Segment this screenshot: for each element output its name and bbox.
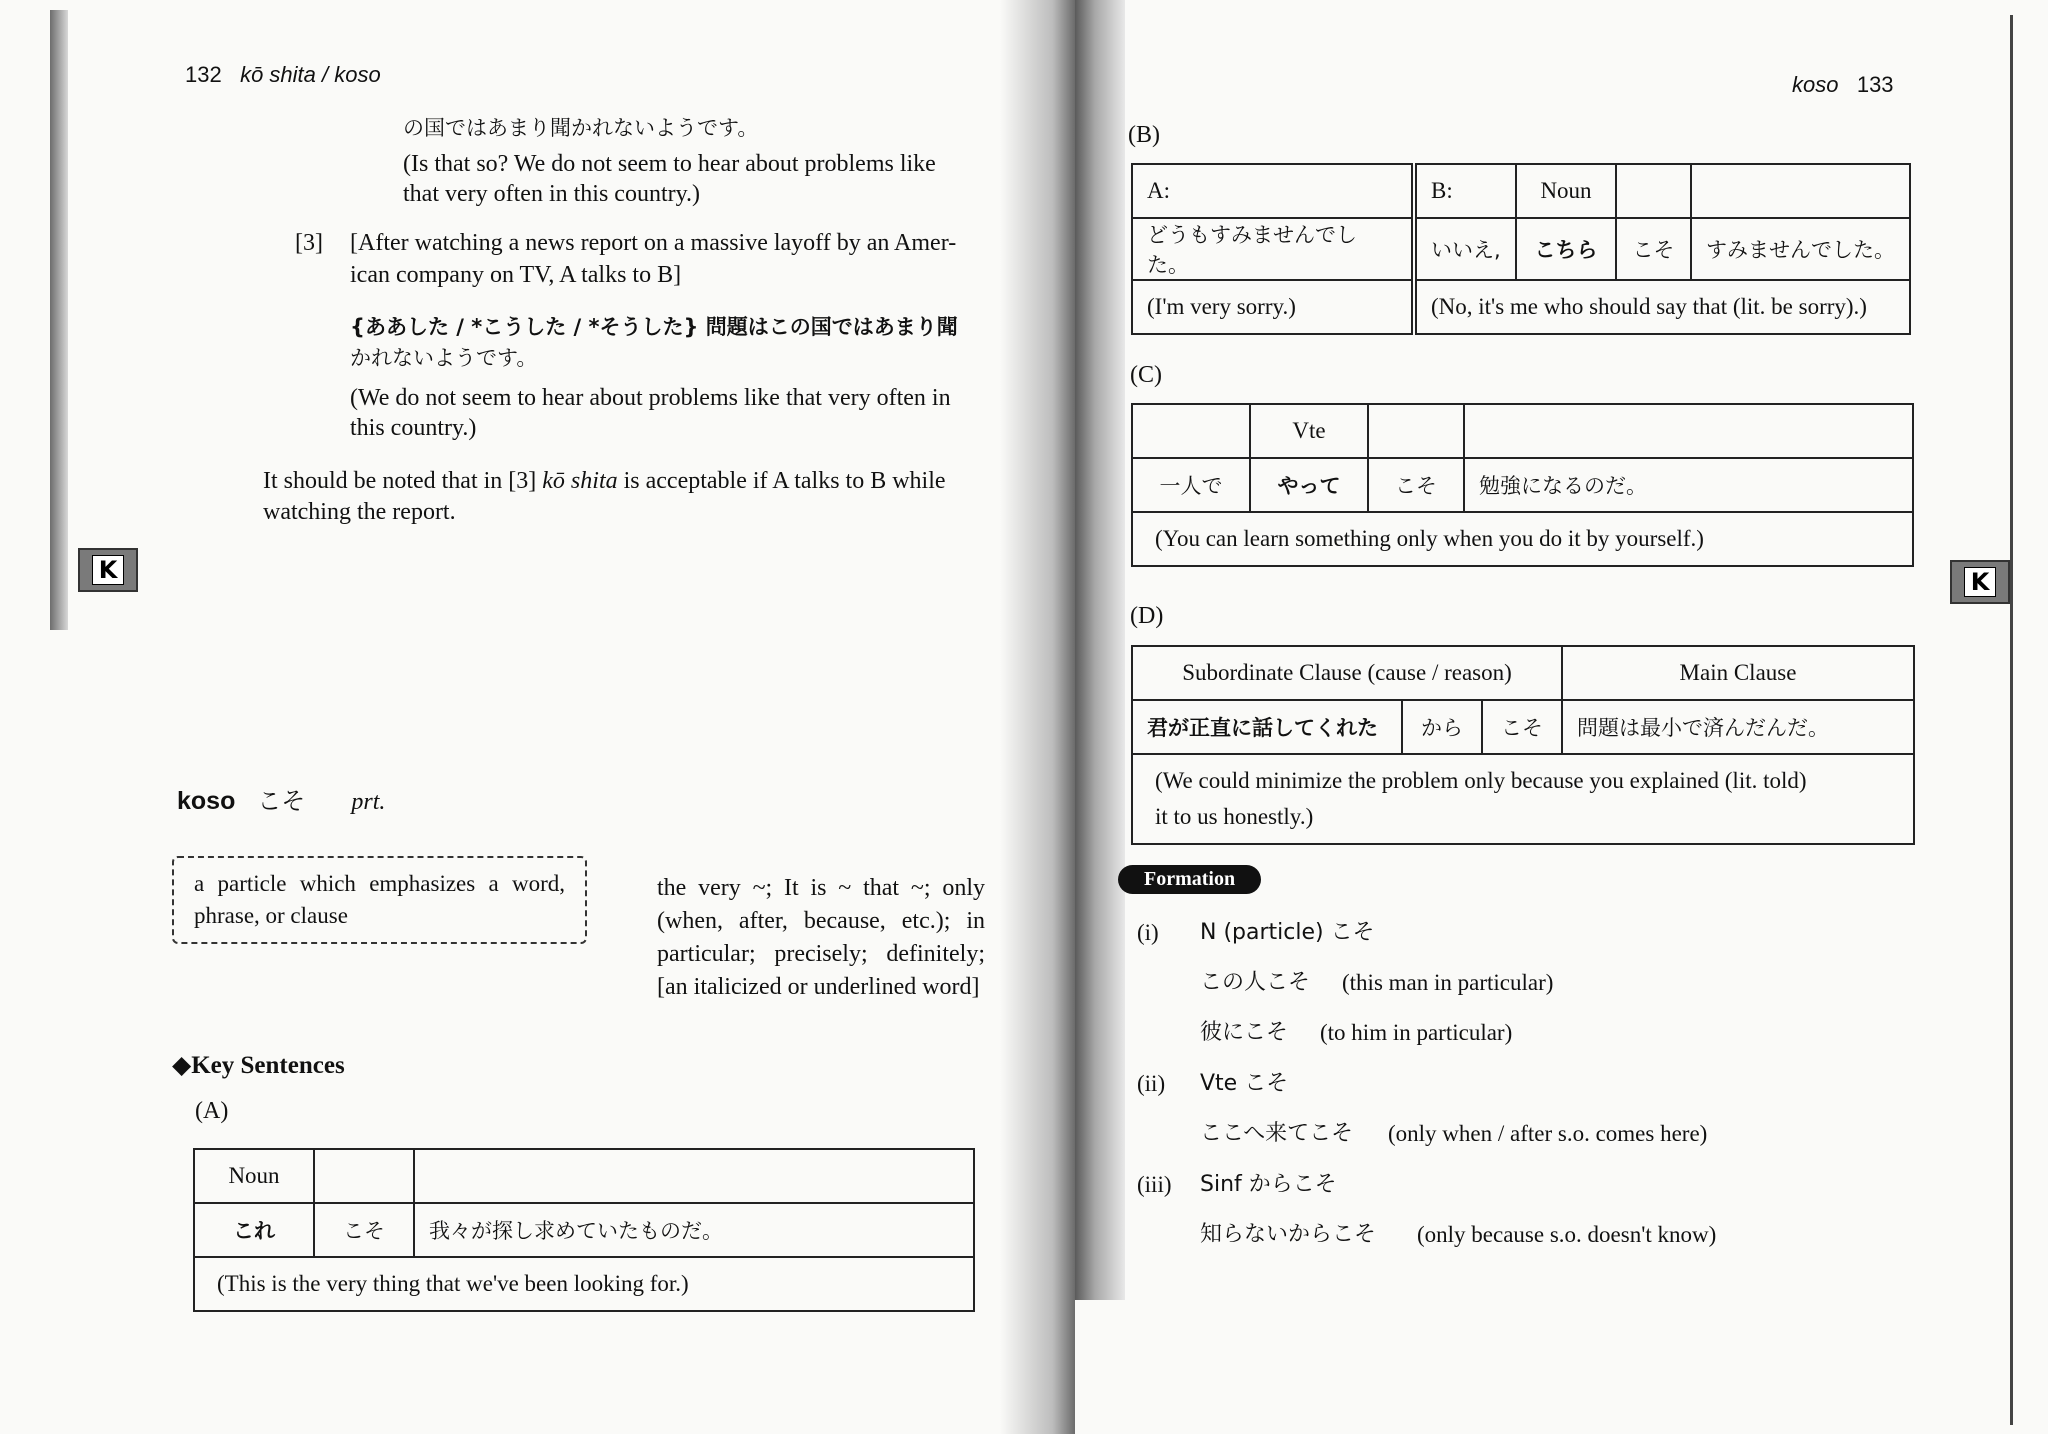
continuation-en-1: (Is that so? We do not seem to hear about problems like [403, 151, 936, 177]
c-cell-vte: やって [1250, 458, 1368, 512]
example-context-2: ican company on TV, A talks to B] [350, 262, 682, 288]
label-a: (A) [195, 1098, 229, 1124]
formation-i-num: (i) [1137, 920, 1159, 945]
c-header-blank [1132, 404, 1250, 458]
key-sentence-d-table [1131, 645, 1915, 845]
a-header-blank [314, 1149, 414, 1203]
note-italic: kō shita [542, 468, 618, 494]
d-cell-main: 問題は最小で済んだんだ。 [1562, 700, 1914, 754]
example-number: [3] [295, 230, 323, 256]
b-header-noun: Noun [1516, 164, 1616, 218]
b-cell-noun: こちら [1516, 218, 1616, 280]
d-translation-2: it to us honestly.) [1155, 804, 1314, 829]
d-translation-1: (We could minimize the problem only because you explained (lit. told) [1155, 768, 1807, 793]
formation-i-example-2-jp: 彼にこそ [1200, 1020, 1289, 1045]
continuation-jp: の国ではあまり聞かれないようです。 [403, 116, 759, 140]
c-cell-hitoride: 一人で [1132, 458, 1250, 512]
continuation-en-2: that very often in this country.) [403, 181, 701, 207]
translations: the very ~; It is ~ that ~; only (when, after, because, etc.); in particular; precisely; definitely; [an italicized or underlined word] [657, 875, 985, 1000]
example-context-1: [After watching a news report on a massive layoff by an Amer- [350, 230, 957, 256]
d-cell-kara: から [1402, 700, 1482, 754]
formation-i-example-2-en: (to him in particular) [1320, 1020, 1513, 1045]
c-header-blank-3 [1464, 404, 1913, 458]
label-b: (B) [1128, 122, 1160, 148]
right-running-header [1792, 72, 1894, 98]
note-post: is acceptable if A talks to B while [617, 468, 946, 494]
d-header-subordinate: Subordinate Clause (cause / reason) [1132, 646, 1562, 700]
a-cell-koso: こそ [314, 1203, 414, 1257]
formation-iii-example-1-en: (only because s.o. doesn't know) [1417, 1222, 1717, 1247]
c-cell-predicate: 勉強になるのだ。 [1464, 458, 1913, 512]
b-translation-b: (No, it's me who should say that (lit. be sorry).) [1414, 280, 1910, 334]
formation-ii-pattern: Vte こそ [1200, 1071, 1289, 1096]
entry-romaji: koso [177, 787, 236, 815]
note-pre: It should be noted that in [3] [263, 468, 543, 494]
a-cell-noun: これ [194, 1203, 314, 1257]
note-line-1 [263, 466, 946, 497]
entry-kana: こそ [257, 787, 306, 815]
d-cell-koso: こそ [1482, 700, 1562, 754]
b-translation-a: (I'm very sorry.) [1132, 280, 1414, 334]
c-header-vte: Vte [1250, 404, 1368, 458]
key-sentence-c-table [1131, 403, 1914, 567]
gutter-shadow-left [1000, 0, 1075, 1434]
a-cell-predicate: 我々が探し求めていたものだ。 [414, 1203, 974, 1257]
b-header-blank-2 [1691, 164, 1910, 218]
side-tab-right [1950, 560, 2010, 604]
formation-iii-example-1-jp: 知らないからこそ [1200, 1222, 1377, 1247]
b-header-b: B: [1414, 164, 1516, 218]
note-line-2: watching the report. [263, 499, 456, 525]
formation-i-pattern: N (particle) こそ [1200, 920, 1375, 945]
c-translation: (You can learn something only when you do it by yourself.) [1132, 512, 1913, 566]
label-c: (C) [1130, 362, 1162, 388]
right-header-title: koso [1792, 72, 1839, 97]
entry-heading [177, 786, 385, 818]
formation-iii-pattern: Sinf からこそ [1200, 1172, 1337, 1197]
gutter-shadow-right [1075, 0, 1125, 1300]
a-header-blank-2 [414, 1149, 974, 1203]
d-header-main: Main Clause [1562, 646, 1914, 700]
c-cell-koso: こそ [1368, 458, 1464, 512]
key-sentence-b-table [1131, 163, 1911, 335]
example-jp-2: かれないようです。 [350, 346, 538, 370]
key-sentence-a-table [193, 1148, 975, 1312]
b-cell-koso: こそ [1616, 218, 1691, 280]
formation-badge: Formation [1118, 865, 1261, 894]
formation-i-example-1-en: (this man in particular) [1342, 970, 1554, 995]
right-page-edge [2010, 15, 2013, 1425]
example-en-1: (We do not seem to hear about problems like that very often in [350, 385, 951, 411]
left-header-title: kō shita / koso [240, 62, 381, 87]
b-header-a: A: [1132, 164, 1414, 218]
side-tab-left [78, 548, 138, 592]
example-en-2: this country.) [350, 415, 477, 441]
example-jp-1: {ああした / *こうした / *そうした} 問題はこの国ではあまり聞 [350, 315, 958, 339]
label-d: (D) [1130, 603, 1164, 629]
d-translation [1132, 754, 1914, 844]
b-cell-a-utterance: どうもすみませんでした。 [1132, 218, 1414, 280]
b-header-blank [1616, 164, 1691, 218]
left-page-edge-shadow [50, 10, 68, 630]
right-page-number: 133 [1856, 72, 1894, 97]
formation-iii-num: (iii) [1137, 1172, 1172, 1197]
formation-i-example-1-jp: この人こそ [1200, 970, 1311, 995]
left-running-header [185, 62, 381, 88]
b-cell-predicate: すみませんでした。 [1691, 218, 1910, 280]
formation-ii-num: (ii) [1137, 1071, 1166, 1096]
side-tab-left-letter: K [92, 555, 125, 585]
a-header-noun: Noun [194, 1149, 314, 1203]
a-translation: (This is the very thing that we've been looking for.) [194, 1257, 974, 1311]
formation-ii-example-1-en: (only when / after s.o. comes here) [1388, 1121, 1708, 1146]
entry-pos: prt. [351, 789, 386, 815]
d-cell-clause: 君が正直に話してくれた [1132, 700, 1402, 754]
formation-ii-example-1-jp: ここへ来てこそ [1200, 1121, 1354, 1146]
definition-box: a particle which emphasizes a word, phrase, or clause [172, 856, 587, 944]
side-tab-right-letter: K [1964, 567, 1997, 597]
c-header-blank-2 [1368, 404, 1464, 458]
left-page-number: 132 [185, 62, 222, 87]
b-cell-iie: いいえ, [1414, 218, 1516, 280]
key-sentences-title: ◆Key Sentences [172, 1052, 345, 1079]
